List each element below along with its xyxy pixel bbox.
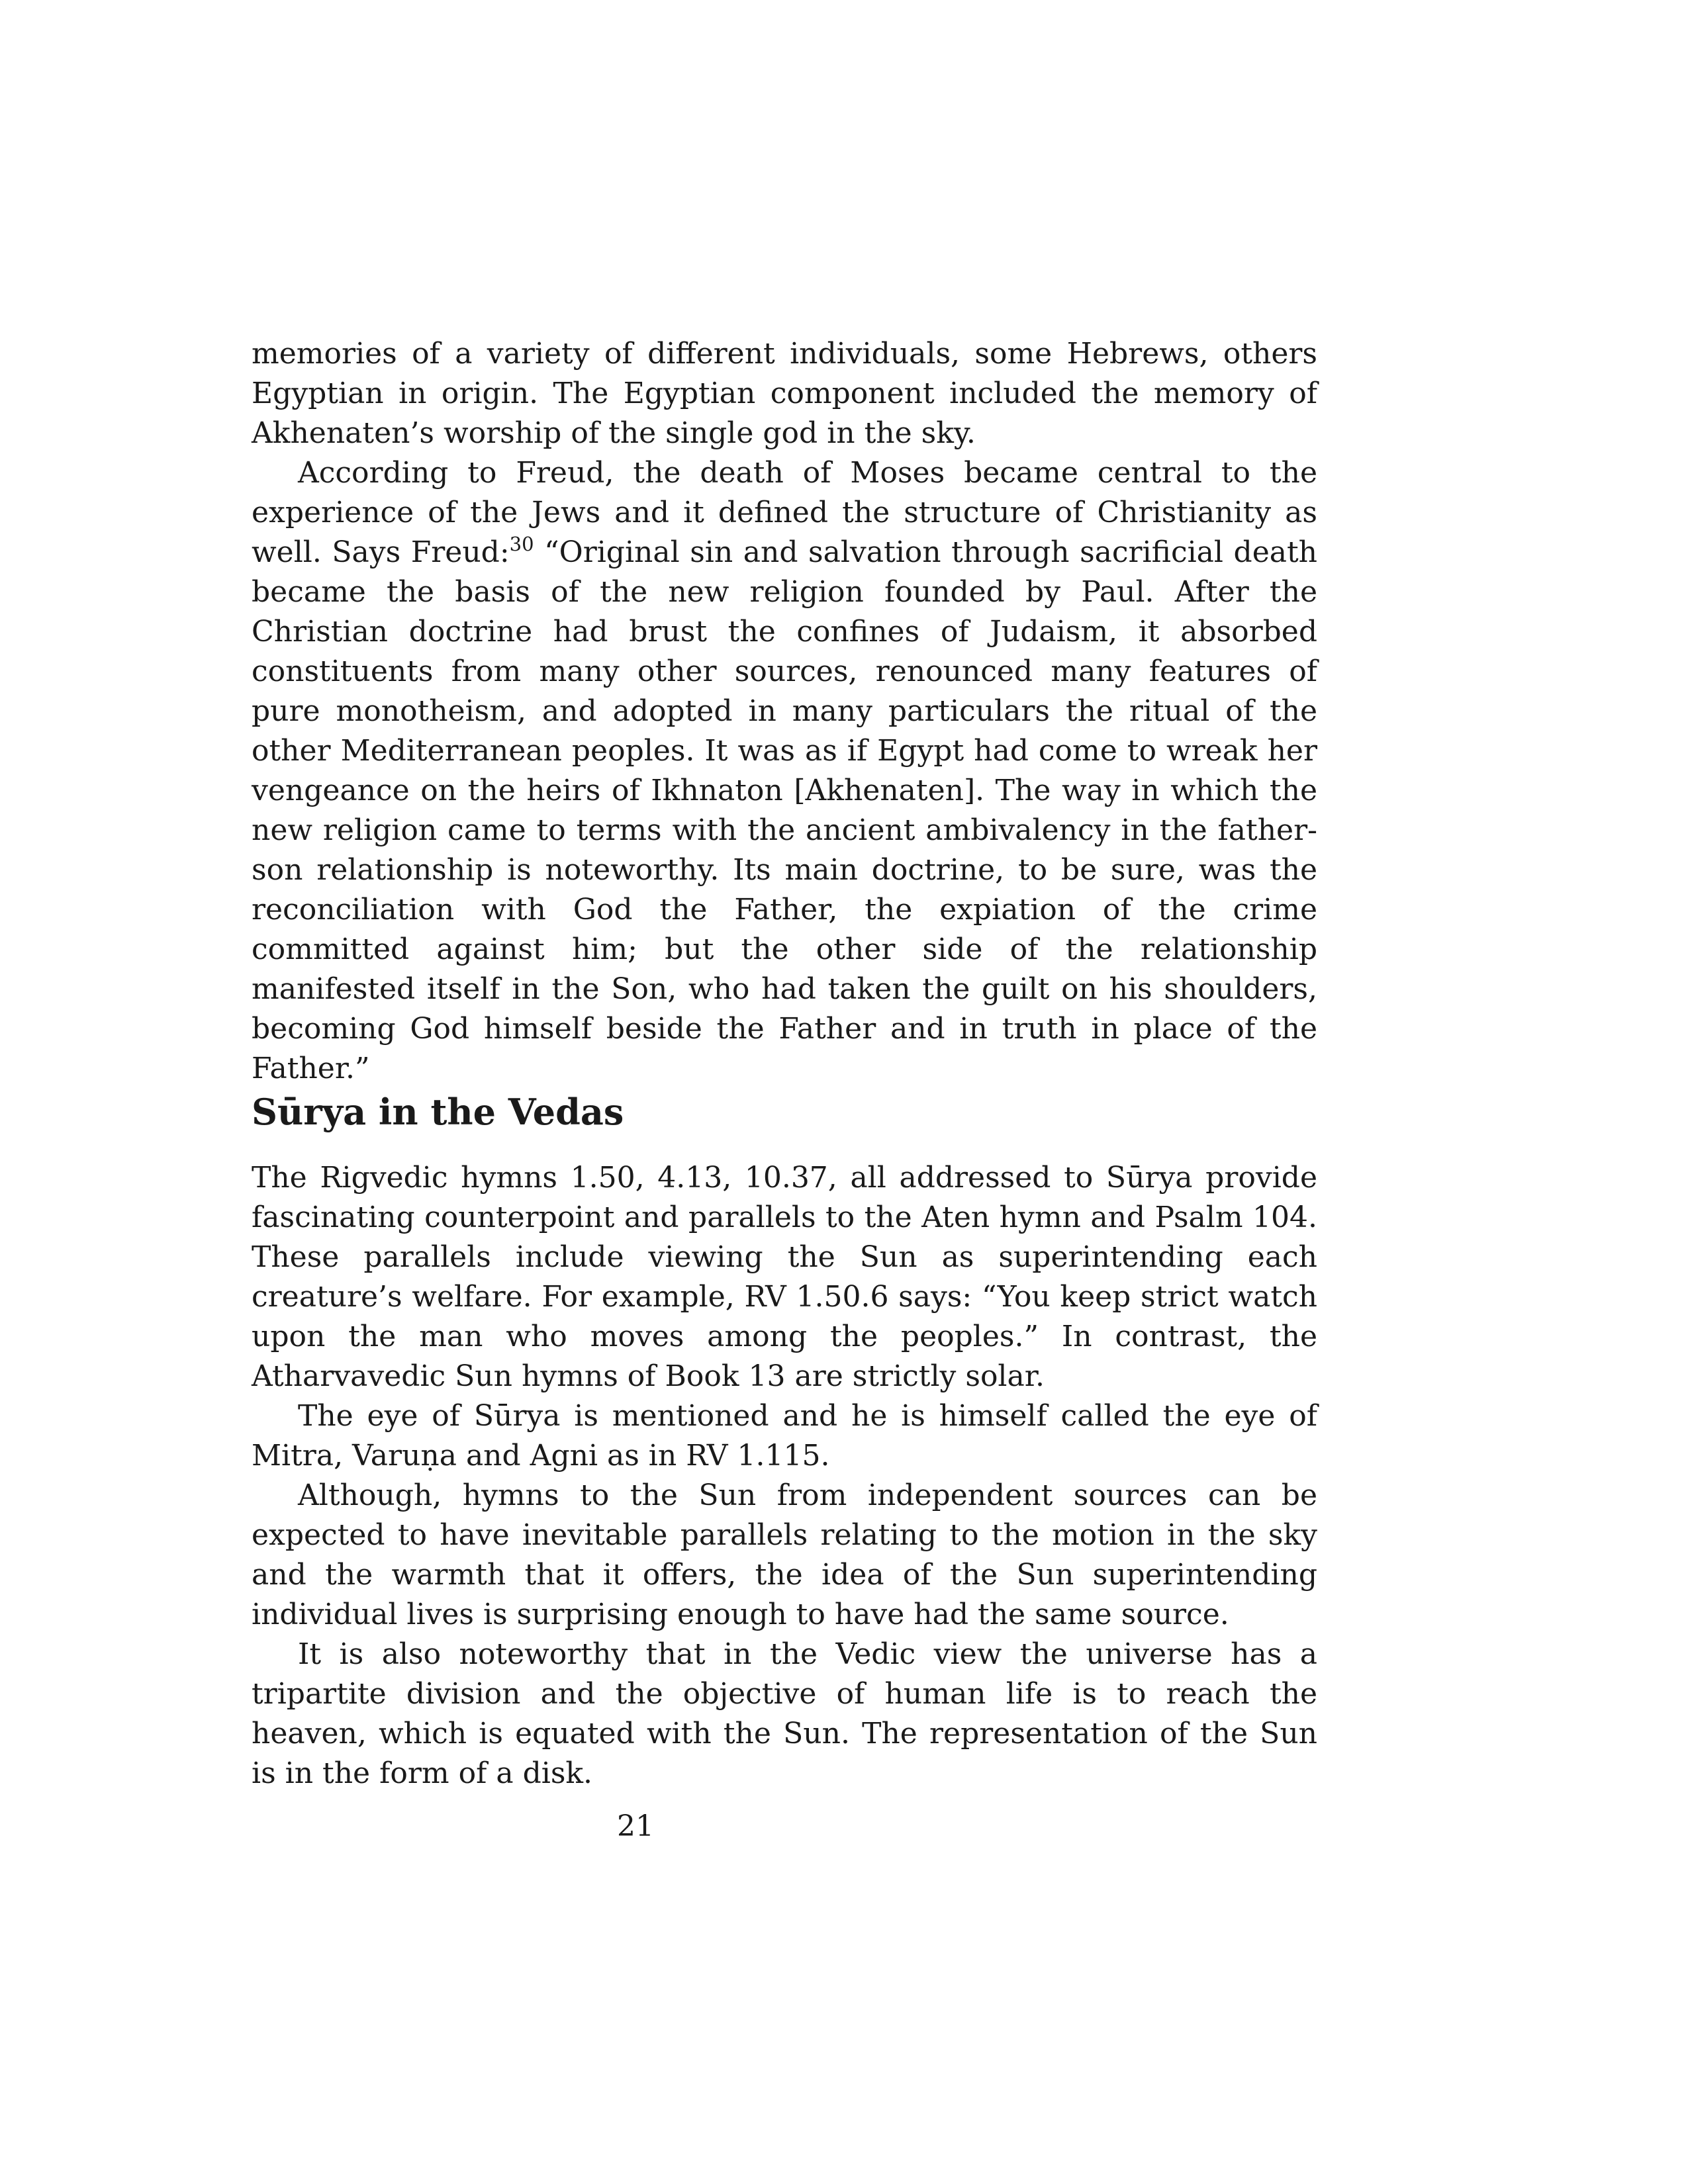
page-number-container [0, 1807, 1278, 1846]
page-number: 21 [617, 1809, 654, 1843]
paragraph-continuation: memories of a variety of different individuals, some Hebrews, others Egyptian in origin. The Egyptian component included the memory of Akhenaten’s worship of the single god in the sky. [252, 337, 1317, 450]
footnote-marker[interactable]: 30 [509, 533, 534, 555]
body-text-bottom [252, 1158, 1317, 1794]
paragraph-eye-of-surya: The eye of Sūrya is mentioned and he is himself called the eye of Mitra, Varuṇa and Agni as in RV 1.115. [252, 1399, 1317, 1473]
body-text-top [252, 334, 1317, 1089]
paragraph-parallels: Although, hymns to the Sun from independent sources can be expected to have inevitable parallels relating to the motion in the sky and the warmth that it offers, the idea of the Sun superintending individual lives is surprising enough to have had the same source. [252, 1479, 1317, 1631]
paragraph-rigvedic-hymns: The Rigvedic hymns 1.50, 4.13, 10.37, all addressed to Sūrya provide fascinating counterpoint and parallels to the Aten hymn and Psalm 104. These parallels include viewing the Sun as superintending each creature’s welfare. For example, RV 1.50.6 says: “You keep strict watch upon the man who moves among the peoples.” In contrast, the Atharvavedic Sun hymns of Book 13 are strictly solar. [252, 1161, 1317, 1393]
freud-quote-text: “Original sin and salvation through sacrificial death became the basis of the new religion founded by Paul. After the Christian doctrine had brust the confines of Judaism, it absorbed constituents from many other sources, renounced many features of pure monotheism, and adopted in many particulars the ritual of the other Mediterranean peoples. It was as if Egypt had come to wreak her vengeance on the heirs of Ikhnaton [Akhenaten]. The way in which the new religion came to terms with the ancient ambivalency in the father-son relationship is noteworthy. Its main doctrine, to be sure, was the reconciliation with God the Father, the expiation of the crime committed against him; but the other side of the relationship manifested itself in the Son, who had taken the guilt on his shoulders, becoming God himself beside the Father and in truth in place of the Father.” [252, 535, 1317, 1085]
paragraph-tripartite: It is also noteworthy that in the Vedic view the universe has a tripartite division and the objective of human life is to reach the heaven, which is equated with the Sun. The representation of the Sun is in the form of a disk. [252, 1637, 1317, 1790]
freud-lead-text: According to Freud, the death of Moses became central to the experience of the Jews and it defined the structure of Christianity as well. Says Freud: [252, 456, 1317, 569]
section-heading: Sūrya in the Vedas [252, 1091, 624, 1133]
paragraph-freud [252, 453, 1317, 1089]
